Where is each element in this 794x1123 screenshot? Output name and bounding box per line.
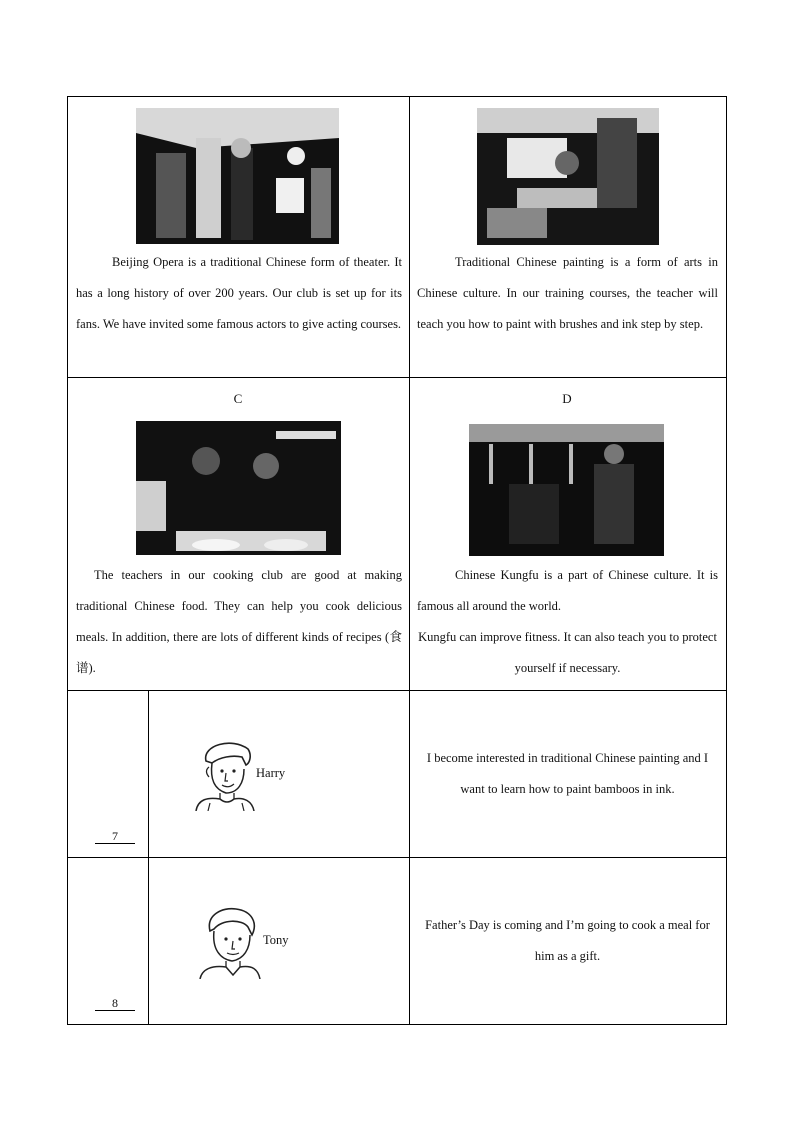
cooking-club-photo: [136, 421, 341, 555]
card-c-label: C: [233, 391, 243, 406]
table-border-top: [67, 96, 727, 97]
row-divider-3: [67, 857, 727, 858]
chinese-painting-photo: [477, 108, 659, 245]
table-border-left: [67, 96, 68, 1025]
card-a-text: Beijing Opera is a traditional Chinese form of theater. It has a long history of over 200 years. Our club is set up for its fans. We have invited some famous actors to give acting courses.: [76, 255, 402, 331]
card-d-text-line2: Kungfu can improve fitness. It can also teach you to protect yourself if necessary.: [418, 630, 717, 675]
kungfu-photo: [469, 424, 664, 556]
answer-blank-7[interactable]: 7: [95, 829, 135, 844]
card-d-label: D: [562, 391, 572, 406]
card-c-text: The teachers in our cooking club are good at making traditional Chinese food. They can help you cook delicious meals. In addition, there are lots of different kinds of recipes (食谱).: [76, 568, 402, 675]
tony-portrait: [198, 907, 262, 979]
row-divider-1: [67, 377, 727, 378]
card-d-text: [417, 560, 718, 684]
card-d-text-line1: Chinese Kungfu is a part of Chinese culture. It is famous all around the world.: [417, 568, 718, 613]
harry-portrait: [192, 739, 256, 811]
answer-column-divider: [148, 690, 149, 1025]
card-b-text: Traditional Chinese painting is a form of arts in Chinese culture. In our training courses, the teacher will teach you how to paint with brushes and ink step by step.: [417, 255, 718, 331]
table-border-right: [726, 96, 727, 1025]
table-border-bottom: [67, 1024, 727, 1025]
beijing-opera-photo: [136, 108, 339, 244]
column-divider: [409, 96, 410, 1025]
answer-blank-8[interactable]: 8: [95, 996, 135, 1011]
harry-statement: I become interested in traditional Chinese painting and I want to learn how to paint bamboos in ink.: [426, 751, 709, 796]
row-divider-2: [67, 690, 727, 691]
tony-statement: Father’s Day is coming and I’m going to cook a meal for him as a gift.: [425, 918, 710, 963]
harry-name: Harry: [256, 766, 286, 780]
tony-name: Tony: [263, 933, 289, 947]
